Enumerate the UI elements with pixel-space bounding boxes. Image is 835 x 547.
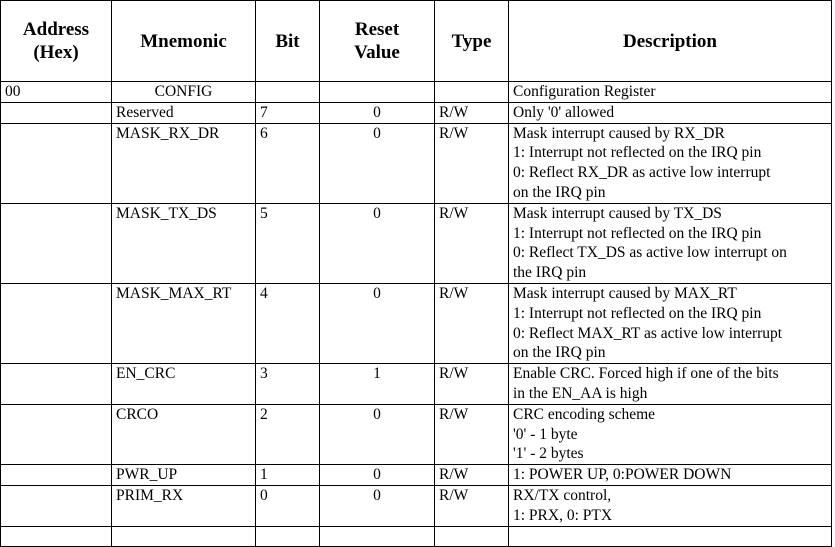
- reset-cell: 0: [320, 203, 435, 283]
- bit-cell: 2: [256, 404, 320, 464]
- description-line: '0' - 1 byte: [513, 425, 578, 443]
- bit-cell: 4: [256, 283, 320, 363]
- register-address: 00: [1, 82, 112, 103]
- register-type-cell: [435, 82, 509, 103]
- address-cell: [1, 203, 112, 283]
- table-row: [1, 404, 832, 464]
- type-cell: R/W: [435, 283, 509, 363]
- mnemonic-cell: MASK_MAX_RT: [112, 283, 256, 363]
- description-line: CRC encoding scheme: [513, 405, 656, 423]
- description-line: '1' - 2 bytes: [513, 445, 584, 463]
- mnemonic-cell: Reserved: [112, 102, 256, 123]
- description-line: on the IRQ pin: [513, 183, 606, 201]
- description-line: 1: Interrupt not reflected on the IRQ pin: [513, 144, 762, 162]
- type-cell: [435, 526, 509, 546]
- address-cell: [1, 123, 112, 203]
- type-cell: R/W: [435, 102, 509, 123]
- type-cell: R/W: [435, 203, 509, 283]
- description-cell: [509, 123, 832, 203]
- header-address-line-2: (Hex): [33, 42, 79, 63]
- reset-cell: 0: [320, 102, 435, 123]
- description-cell: [509, 465, 832, 486]
- header-address-line-1: Address: [22, 19, 90, 40]
- table-row: [1, 123, 832, 203]
- mnemonic-cell: MASK_RX_DR: [112, 123, 256, 203]
- mnemonic-cell: CRCO: [112, 404, 256, 464]
- description-line: Only '0' allowed: [513, 103, 615, 121]
- header-description: Description: [509, 1, 832, 82]
- table-row: [1, 364, 832, 405]
- description-line: Mask interrupt caused by TX_DS: [513, 204, 722, 222]
- table-row-empty: [1, 526, 832, 546]
- reset-cell: [320, 526, 435, 546]
- reset-cell: 0: [320, 485, 435, 526]
- mnemonic-cell: PRIM_RX: [112, 485, 256, 526]
- description-cell: [509, 485, 832, 526]
- register-row: [1, 82, 832, 103]
- description-line: on the IRQ pin: [513, 344, 606, 362]
- header-reset-line-1: Reset: [354, 19, 400, 40]
- type-cell: R/W: [435, 404, 509, 464]
- description-line: 1: Interrupt not reflected on the IRQ pin: [513, 304, 762, 322]
- register-mnemonic: CONFIG: [112, 82, 256, 103]
- description-cell: [509, 364, 832, 405]
- reset-cell: 0: [320, 283, 435, 363]
- description-line: 1: PRX, 0: PTX: [513, 506, 613, 524]
- reset-cell: 0: [320, 404, 435, 464]
- header-mnemonic: Mnemonic: [112, 1, 256, 82]
- description-line: in the EN_AA is high: [513, 384, 648, 402]
- type-cell: R/W: [435, 123, 509, 203]
- header-reset-line-2: Value: [354, 42, 400, 63]
- mnemonic-cell: EN_CRC: [112, 364, 256, 405]
- mnemonic-cell: MASK_TX_DS: [112, 203, 256, 283]
- bit-cell: 3: [256, 364, 320, 405]
- type-cell: R/W: [435, 364, 509, 405]
- description-line: 0: Reflect RX_DR as active low interrupt: [513, 164, 771, 182]
- address-cell: [1, 404, 112, 464]
- reset-cell: 0: [320, 123, 435, 203]
- reset-cell: 1: [320, 364, 435, 405]
- table-body: [1, 82, 832, 547]
- table-row: [1, 485, 832, 526]
- description-cell: [509, 203, 832, 283]
- description-line: 1: POWER UP, 0:POWER DOWN: [513, 466, 732, 484]
- address-cell: [1, 102, 112, 123]
- bit-cell: 7: [256, 102, 320, 123]
- header-row: [1, 1, 832, 82]
- description-cell: [509, 404, 832, 464]
- address-cell: [1, 485, 112, 526]
- table-row: [1, 203, 832, 283]
- bit-cell: 6: [256, 123, 320, 203]
- register-reset-cell: [320, 82, 435, 103]
- reset-cell: 0: [320, 465, 435, 486]
- description-line: 0: Reflect TX_DS as active low interrupt on: [513, 244, 787, 262]
- address-cell: [1, 465, 112, 486]
- address-cell: [1, 364, 112, 405]
- register-bit-cell: [256, 82, 320, 103]
- description-line: Mask interrupt caused by MAX_RT: [513, 284, 737, 302]
- bit-cell: 1: [256, 465, 320, 486]
- address-cell: [1, 526, 112, 546]
- header-reset-value: [320, 1, 435, 82]
- table-header: [1, 1, 832, 82]
- type-cell: R/W: [435, 465, 509, 486]
- bit-cell: 0: [256, 485, 320, 526]
- table-row: [1, 465, 832, 486]
- table-row: [1, 102, 832, 123]
- description-cell: [509, 526, 832, 546]
- bit-cell: [256, 526, 320, 546]
- bit-cell: 5: [256, 203, 320, 283]
- description-cell: [509, 102, 832, 123]
- register-description: Configuration Register: [509, 82, 832, 103]
- description-line: Mask interrupt caused by RX_DR: [513, 124, 725, 142]
- header-type: Type: [435, 1, 509, 82]
- description-cell: [509, 283, 832, 363]
- description-line: 1: Interrupt not reflected on the IRQ pin: [513, 224, 762, 242]
- table-row: [1, 283, 832, 363]
- description-line: RX/TX control,: [513, 486, 612, 504]
- description-line: the IRQ pin: [513, 264, 587, 282]
- type-cell: R/W: [435, 485, 509, 526]
- header-address: [1, 1, 112, 82]
- header-bit: Bit: [256, 1, 320, 82]
- mnemonic-cell: PWR_UP: [112, 465, 256, 486]
- description-line: 0: Reflect MAX_RT as active low interrupt: [513, 324, 783, 342]
- address-cell: [1, 283, 112, 363]
- mnemonic-cell: [112, 526, 256, 546]
- description-line: Enable CRC. Forced high if one of the bits: [513, 365, 779, 383]
